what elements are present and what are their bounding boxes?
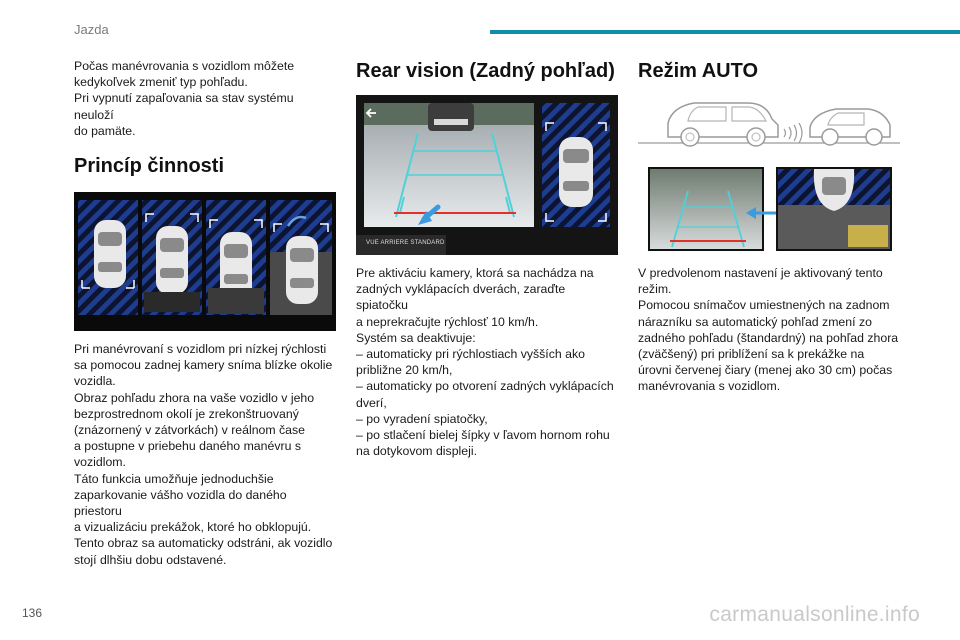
rear-vision-paragraph: Pre aktiváciu kamery, ktorá sa nachádza na zadných vyklápacích dverách, zaraďte spiatočku a neprekračujte rýchlosť 10 km/h. Systém sa deaktivuje: – automaticky pri rýchlostiach vyšších ako približne 20 km/h, – automaticky po otvorení zadných vyklápacích dverí, – po vyradení spiatočky, – po stlačení bielej šípky v ľavom hornom rohu na dotykovom displeji. (356, 266, 614, 459)
rear-camera-screen-figure (356, 95, 618, 255)
top-view-sequence-figure (74, 192, 336, 331)
running-header: Jazda (74, 22, 109, 37)
screen-caption: VUE ARRIERE STANDARD (366, 240, 445, 246)
auto-switch-svg (638, 167, 900, 251)
column-auto-mode (638, 58, 900, 395)
auto-mode-paragraph: V predvolenom nastavení je aktivovaný tento režim. Pomocou snímačov umiestnených na zadnom nárazníku sa automatický pohľad zmení zo zadného pohľadu (štandardný) na pohľad zhora (zväčšený) pri priblížení sa k prekážke na úrovni červenej čiary (menej ako 30 cm) počas manévrovania s vozidlom. (638, 266, 899, 394)
heading-auto-mode: Režim AUTO (638, 60, 759, 82)
page-number: 136 (22, 606, 43, 620)
header-accent-bar (490, 30, 960, 34)
heading-principle: Princíp činnosti (74, 155, 225, 178)
auto-switch-figure (638, 167, 900, 251)
intro-paragraph: Počas manévrovania s vozidlom môžete kedykoľvek zmeniť typ pohľadu. Pri vypnutí zapaľovania sa stav systému neuloží do pamäte. (74, 59, 295, 138)
principle-paragraph: Pri manévrovaní s vozidlom pri nízkej rýchlosti sa pomocou zadnej kamery sníma blízke okolie vozidla. Obraz pohľadu zhora na vaše vozidlo v jeho bezprostrednom okolí je zrekonštruovaný (znázornený v zátvorkách) v reálnom čase a postupne v priebehu daného manévru s vozidlom. Táto funkcia umožňuje jednoduchšie zaparkovanie vášho vozidla do daného priestoru a vizualizáciu prekážok, ktoré ho obklopujú. Tento obraz sa automaticky odstráni, ak vozidlo stojí dlhšiu dobu odstavené. (74, 342, 333, 567)
watermark: carmanualsonline.info (709, 603, 920, 626)
top-view-sequence-svg (74, 192, 336, 331)
column-rear-vision (356, 58, 618, 459)
panel-4 (270, 200, 332, 315)
panel-3 (206, 200, 266, 315)
cars-approach-illustration (638, 93, 900, 149)
panel-1 (78, 200, 138, 315)
rear-camera-screen-svg (356, 95, 618, 255)
column-principle (74, 58, 336, 568)
panel-2 (142, 200, 202, 315)
heading-rear-vision: Rear vision (Zadný pohľad) (356, 60, 615, 82)
